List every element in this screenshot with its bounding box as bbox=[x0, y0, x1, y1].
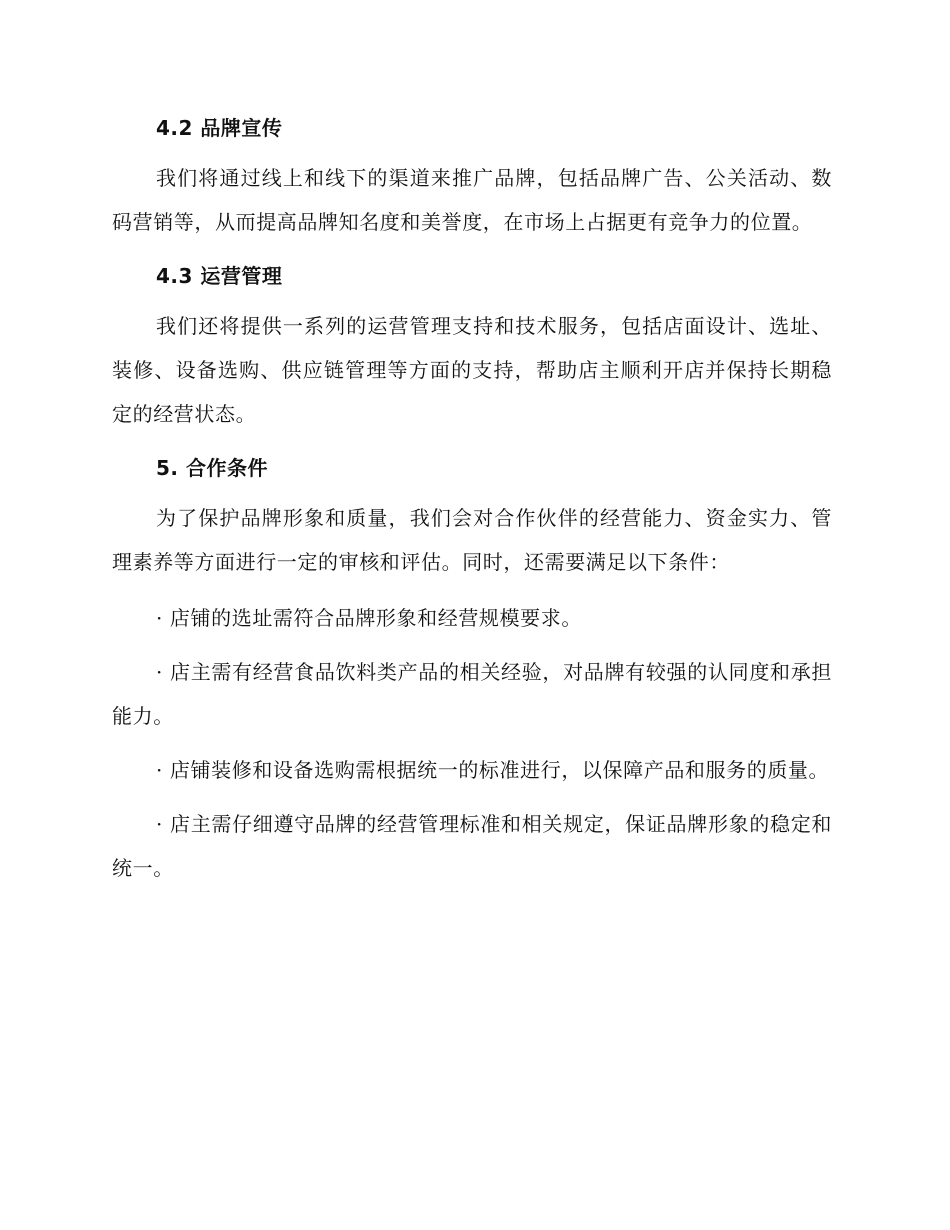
section-heading-brand-promotion: 4.2 品牌宣传 bbox=[156, 116, 283, 140]
section-heading-cooperation-conditions: 5. 合作条件 bbox=[156, 456, 268, 480]
condition-item-compliance: · 店主需仔细遵守品牌的经营管理标准和相关规定，保证品牌形象的稳定和统一。 bbox=[112, 812, 832, 880]
paragraph-cooperation-conditions: 为了保护品牌形象和质量，我们会对合作伙伴的经营能力、资金实力、管理素养等方面进行一定的审核和评估。同时，还需要满足以下条件： bbox=[112, 506, 832, 574]
paragraph-operations-management: 我们还将提供一系列的运营管理支持和技术服务，包括店面设计、选址、装修、设备选购、供应链管理等方面的支持，帮助店主顺利开店并保持长期稳定的经营状态。 bbox=[112, 314, 832, 426]
condition-item-experience: · 店主需有经营食品饮料类产品的相关经验，对品牌有较强的认同度和承担能力。 bbox=[112, 660, 832, 728]
section-heading-operations-management: 4.3 运营管理 bbox=[156, 264, 283, 288]
condition-item-renovation: · 店铺装修和设备选购需根据统一的标准进行，以保障产品和服务的质量。 bbox=[156, 758, 830, 782]
condition-item-location: · 店铺的选址需符合品牌形象和经营规模要求。 bbox=[156, 606, 582, 630]
document-body bbox=[112, 108, 832, 900]
paragraph-brand-promotion: 我们将通过线上和线下的渠道来推广品牌，包括品牌广告、公关活动、数码营销等，从而提高品牌知名度和美誉度，在市场上占据更有竞争力的位置。 bbox=[112, 166, 832, 234]
